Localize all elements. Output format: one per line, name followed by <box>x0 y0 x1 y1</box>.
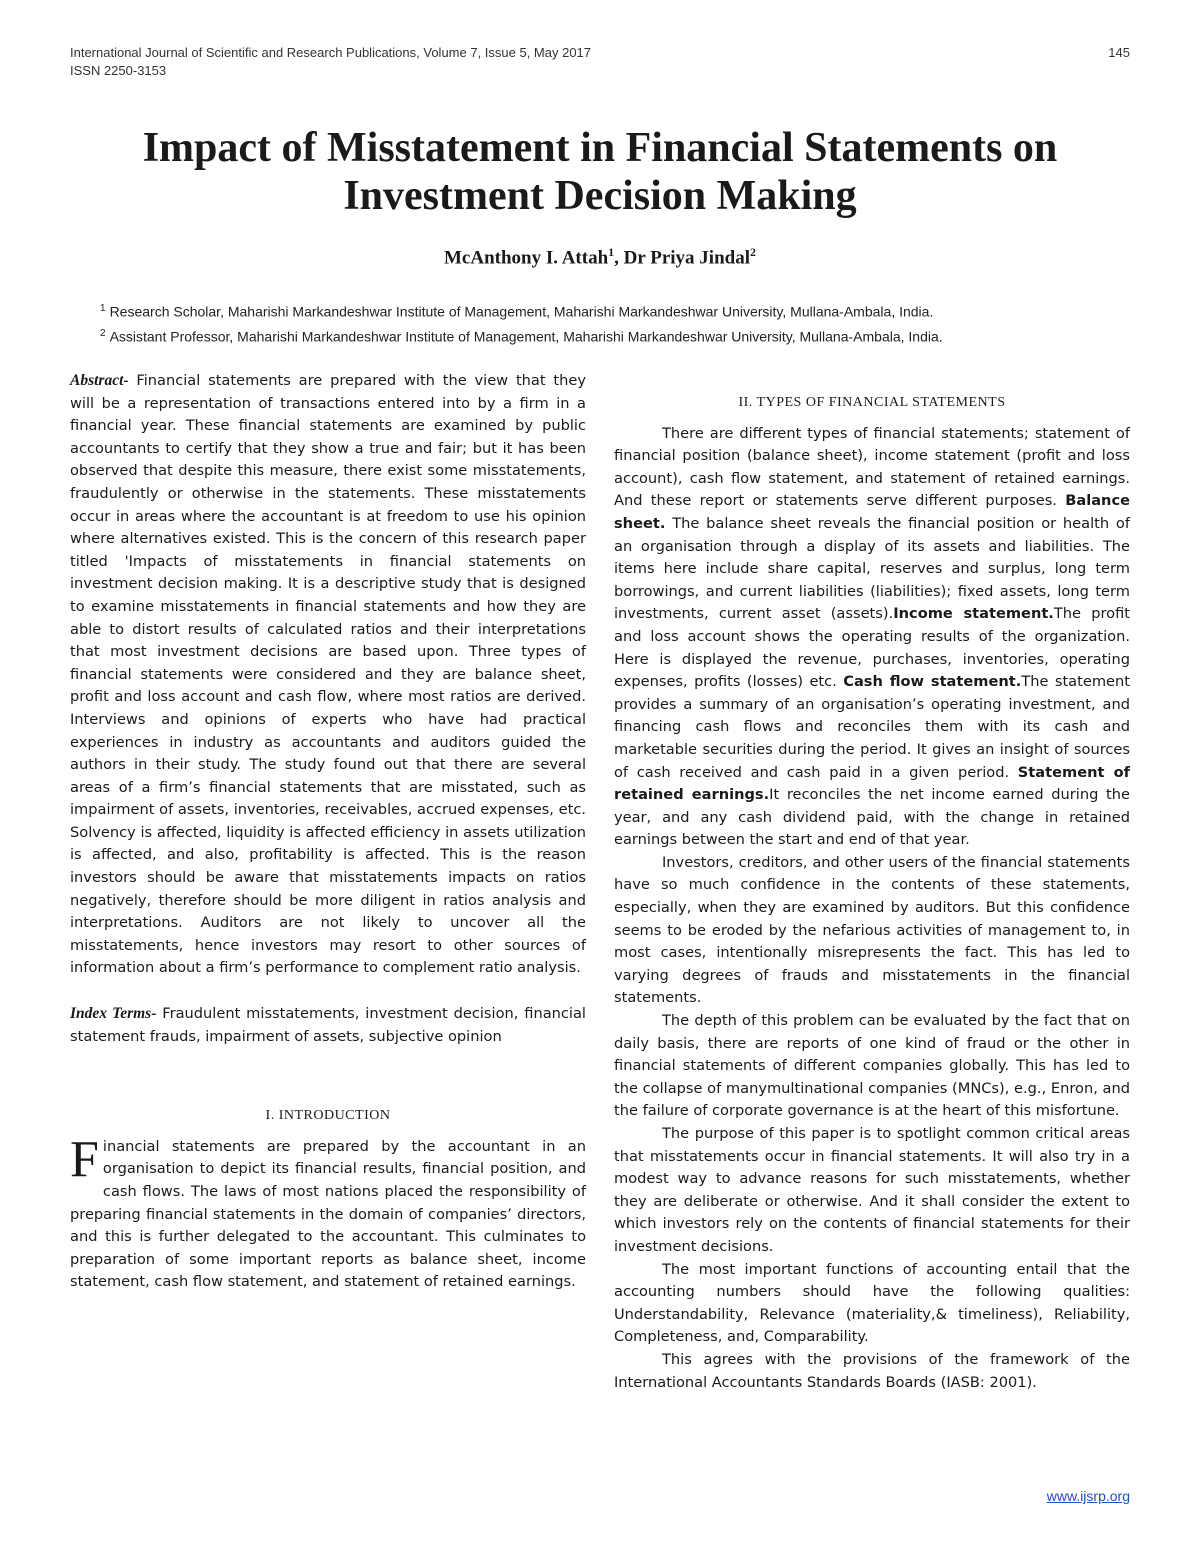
affiliation-marker: 2 <box>100 327 106 339</box>
journal-citation: International Journal of Scientific and Research Publications, Volume 7, Issue 5, May 2017 <box>70 45 592 60</box>
author-2-affil-marker: 2 <box>749 245 756 259</box>
paragraph-purpose: The purpose of this paper is to spotlight common critical areas that misstatements occur in financial statements. It will also try in a modest way to advance reasons for such misstatements, whether they are deliberate or otherwise. And it shall consider the extent to which investors rely on the contents of financial statements for their investment decisions. <box>614 1125 1130 1255</box>
paragraph-qualities: The most important functions of accounting entail that the accounting numbers should have the following qualities: Understandability, Relevance (materiality,& timeliness), Reliability, Completeness, and, Comparability. <box>614 1260 1130 1346</box>
introduction-text: inancial statements are prepared by the accountant in an organisation to depict its financial results, financial position, and cash flows. The laws of most nations placed the responsibility of preparing financial statements in the domain of companies’ directors, and this is further delegated to the accountant. This culminates to preparation of some important reports as balance sheet, income statement, cash flow statement, and statement of retained earnings. <box>70 1137 586 1291</box>
types-intro: There are different types of financial statements; statement of financial position (balance sheet), income statement (profit and loss account), cash flow statement, and statement of retained earnings. And these report or statements serve different purposes. <box>614 424 1130 510</box>
abstract-label: Abstract- <box>70 372 129 389</box>
affiliation-text: Assistant Professor, Maharishi Markandeshwar Institute of Management, Maharishi Markandeshwar University, Mullana-Ambala, India. <box>109 328 943 345</box>
cash-flow-label: Cash flow statement. <box>843 673 1022 691</box>
income-statement-label: Income statement. <box>893 605 1054 623</box>
paragraph-depth: The depth of this problem can be evaluated by the fact that on daily basis, there are reports of one kind of fraud or the other in financial statements of different companies globally. This has led to the collapse of manymultinational companies (MNCs), e.g., Enron, and the failure of corporate governance is at the heart of this misfortune. <box>614 1012 1130 1120</box>
author-separator: , <box>614 247 624 269</box>
left-column <box>70 370 586 1294</box>
affiliation-1 <box>100 298 1140 323</box>
author-1: McAnthony I. Attah <box>444 247 609 269</box>
introduction-paragraph <box>70 1130 586 1294</box>
balance-sheet-label: Balance sheet. <box>614 492 1130 532</box>
abstract-text: Financial statements are prepared with the view that they will be a representation of transactions entered into by a firm in a financial year. These financial statements are examined by public accountants to certify that they show a true and fair; but it has been observed that despite this measure, there exist some misstatements, fraudulently or otherwise in the statements. These misstatements occur in areas where the accountant is at freedom to use his opinion where alternatives existed. This is the concern of this research paper titled 'Impacts of misstatements in financial statements on investment decision making. It is a descriptive study that is designed to examine misstatements in financial statements and how they are able to distort results of calculated ratios and their interpretations that most investment decisions are based upon. Three types of financial statements were considered and they are balance sheet, profit and loss account and cash flow, where most ratios are derived. Interviews and opinions of experts who have had practical experiences in industry as accountants and auditors guided the authors in their study. The study found out that there are several areas of a firm’s financial statements that are misstated, such as impairment of assets, inventories, receivables, accrued expenses, etc. Solvency is affected, liquidity is affected efficiency in assets utilization is affected, and also, profitability is affected. This is the reason investors should be aware that misstatements impacts on ratios negatively, therefore should be more diligent in ratios analysis and interpretations. Auditors are not likely to uncover all the misstatements, hence investors may resort to other sources of information about a firm’s performance to complement ratio analysis. <box>70 372 586 977</box>
paragraph-iasb: This agrees with the provisions of the framework of the International Accountants Standards Boards (IASB: 2001). <box>614 1350 1130 1391</box>
affiliations <box>100 298 1140 347</box>
title-line-2: Investment Decision Making <box>343 173 857 219</box>
affiliation-text: Research Scholar, Maharishi Markandeshwar Institute of Management, Maharishi Markandeshwar University, Mullana-Ambala, India. <box>109 303 934 320</box>
author-1-affil-marker: 1 <box>608 245 615 259</box>
page-number: 145 <box>1108 45 1130 60</box>
income-statement-text: The profit and loss account shows the operating results of the organization. Here is displayed the revenue, purchases, inventories, operating expenses, profits (losses) etc. <box>614 605 1130 691</box>
drop-cap: F <box>70 1130 99 1188</box>
abstract <box>70 370 586 980</box>
journal-url-link[interactable]: www.ijsrp.org <box>1046 1488 1130 1504</box>
author-list <box>70 245 1130 269</box>
index-terms-label: Index Terms- <box>70 1005 157 1023</box>
paper-title <box>70 124 1130 220</box>
running-header <box>70 44 1130 80</box>
index-terms <box>70 1003 586 1048</box>
affiliation-2 <box>100 323 1140 348</box>
author-2: Dr Priya Jindal <box>623 247 750 269</box>
issn: ISSN 2250-3153 <box>70 63 167 78</box>
title-line-1: Impact of Misstatement in Financial Statements on <box>142 125 1058 171</box>
types-paragraph <box>614 423 1130 852</box>
index-terms-text: Fraudulent misstatements, investment decision, financial statement frauds, impairment of assets, subjective opinion <box>70 1005 586 1045</box>
retained-earnings-text: It reconciles the net income earned during the year, and any cash dividend paid, with the change in retained earnings between the start and end of that year. <box>614 786 1130 849</box>
cash-flow-text: The statement provides a summary of an organisation’s operating investment, and financing cash flows and reconciles them with its cash and marketable securities during the period. It gives an insight of sources of cash received and cash paid in a given period. <box>614 673 1130 781</box>
section-2-heading: II. TYPES OF FINANCIAL STATEMENTS <box>738 395 1006 410</box>
retained-earnings-label: Statement of retained earnings. <box>614 763 1130 804</box>
right-column <box>614 370 1130 1394</box>
affiliation-marker: 1 <box>100 303 106 314</box>
introduction-heading: I. INTRODUCTION <box>265 1108 391 1124</box>
balance-sheet-text: The balance sheet reveals the financial position or health of an organisation through a display of its assets and liabilities. The items here include share capital, reserves and surplus, long term borrowings, and current liabilities (liabilities); fixed assets, long term investments, current asset (assets). <box>614 514 1130 623</box>
paragraph-investors: Investors, creditors, and other users of the financial statements have so much confidence in the contents of these statements, especially, when they are examined by auditors. But this confidence seems to be eroded by the nefarious activities of management to, in most cases, intentionally misrepresents the fact. This has led to varying degrees of frauds and misstatements in the financial statements. <box>614 853 1130 1007</box>
